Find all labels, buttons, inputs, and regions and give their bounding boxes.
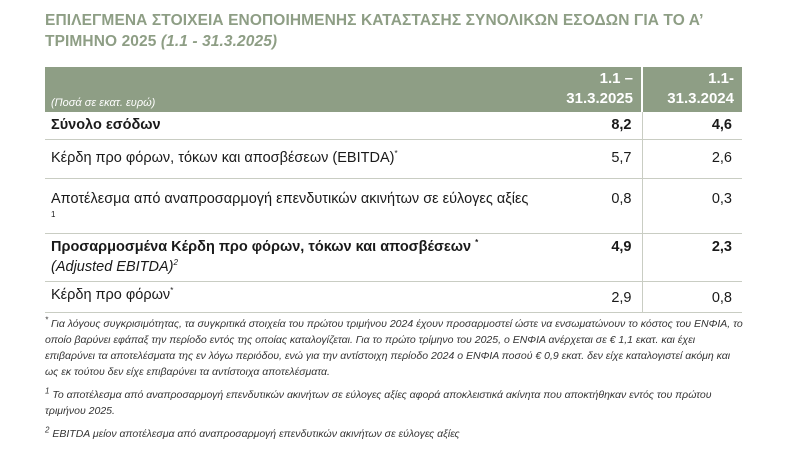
title-period: (1.1 - 31.3.2025)	[160, 33, 278, 50]
row-label-continuation: (Adjusted EBITDA)	[51, 259, 174, 275]
footnote-marker: *	[394, 149, 398, 159]
row-label-text: Σύνολο εσόδων	[51, 117, 161, 133]
footnote-marker: *	[475, 238, 479, 248]
row-value-2024: 2,6	[642, 140, 742, 179]
row-label-text: Προσαρμοσμένα Κέρδη προ φόρων, τόκων και αποσβέσεων	[51, 239, 472, 255]
table-row	[45, 179, 742, 234]
header-2024-line2: 31.3.2024	[667, 90, 734, 107]
footnote-2	[45, 426, 745, 442]
header-period-2024	[642, 67, 742, 112]
header-2024-line1: 1.1-	[708, 70, 734, 87]
footnote-1-text: Το αποτέλεσμα από αναπροσαρμογή επενδυτικών ακινήτων σε εύλογες αξίες αφορά αποκλειστικά ακίνητα που αποκτήθηκαν εντός του πρώτου τριμήνου 2025.	[45, 389, 712, 417]
header-period-2025	[542, 67, 642, 112]
footnote-star-marker: *	[45, 315, 49, 325]
title-main: ΕΠΙΛΕΓΜΕΝΑ ΣΤΟΙΧΕΙΑ ΕΝΟΠΟΙΗΜΕΝΗΣ ΚΑΤΑΣΤΑΣΗΣ ΣΥΝΟΛΙΚΩΝ ΕΣΟΔΩΝ ΓΙΑ ΤΟ Α’ ΤΡΙΜΗΝΟ 2025	[45, 12, 703, 50]
row-value-2025: 0,8	[542, 179, 642, 234]
row-value-2025: 2,9	[542, 282, 642, 313]
table-row	[45, 112, 742, 140]
row-value-2025: 4,9	[542, 234, 642, 282]
header-2025-line2: 31.3.2025	[566, 90, 633, 107]
row-label	[45, 179, 542, 234]
unit-label: (Ποσά σε εκατ. ευρώ)	[45, 67, 542, 112]
income-table	[45, 67, 742, 313]
page-title	[45, 10, 775, 52]
header-2025-line1: 1.1 –	[599, 70, 633, 87]
row-value-2024: 0,3	[642, 179, 742, 234]
table-row	[45, 140, 742, 179]
footnote-2-marker: 2	[45, 425, 50, 435]
row-value-2025: 8,2	[542, 112, 642, 140]
footnotes	[45, 316, 745, 449]
footnote-marker: 1	[51, 210, 56, 220]
row-value-2024: 0,8	[642, 282, 742, 313]
row-label	[45, 140, 542, 179]
footnote-1-marker: 1	[45, 386, 50, 396]
row-value-2024: 2,3	[642, 234, 742, 282]
row-label	[45, 112, 542, 140]
footnote-star-text: Για λόγους συγκρισιμότητας, τα συγκριτικά στοιχεία του πρώτου τριμήνου 2024 έχουν προσαρμοστεί ώστε να ενσωματώνουν το κόστος του ΕΝΦΙΑ, το οποίο βαρύνει εφάπαξ την περίοδο εντός της οποίας καταλογίζεται. Για το πρώτο τρίμηνο του 2025, ο ΕΝΦΙΑ ανέρχεται σε € 1,1 εκατ. και έχει επιβαρύνει τα αποτελέσματα της εν λόγω περιόδου, ενώ για την αντίστοιχη περίοδο 2024 ο ΕΝΦΙΑ ποσού € 0,9 εκατ. δεν είχε καταλογιστεί ακόμη και ως εκ τούτου δεν είχε επιβαρύνει τα αντίστοιχα αποτελέσματα.	[45, 318, 743, 378]
row-label-text: Κέρδη προ φόρων	[51, 287, 171, 303]
footnote-marker: *	[170, 286, 174, 296]
footnote-marker: 2	[173, 258, 178, 268]
table-row	[45, 282, 742, 313]
table-row	[45, 234, 742, 282]
footnote-2-text: EBITDA μείον αποτέλεσμα από αναπροσαρμογή επενδυτικών ακινήτων σε εύλογες αξίες	[52, 428, 460, 440]
row-label	[45, 282, 542, 313]
row-label	[45, 234, 542, 282]
row-label-text: Αποτέλεσμα από αναπροσαρμογή επενδυτικών ακινήτων σε εύλογες αξίες	[51, 191, 529, 207]
footnote-star	[45, 316, 745, 380]
row-label-text: Κέρδη προ φόρων, τόκων και αποσβέσεων (EBITDA)	[51, 150, 395, 166]
row-value-2024: 4,6	[642, 112, 742, 140]
row-value-2025: 5,7	[542, 140, 642, 179]
footnote-1	[45, 387, 745, 419]
table-header-row	[45, 67, 742, 112]
